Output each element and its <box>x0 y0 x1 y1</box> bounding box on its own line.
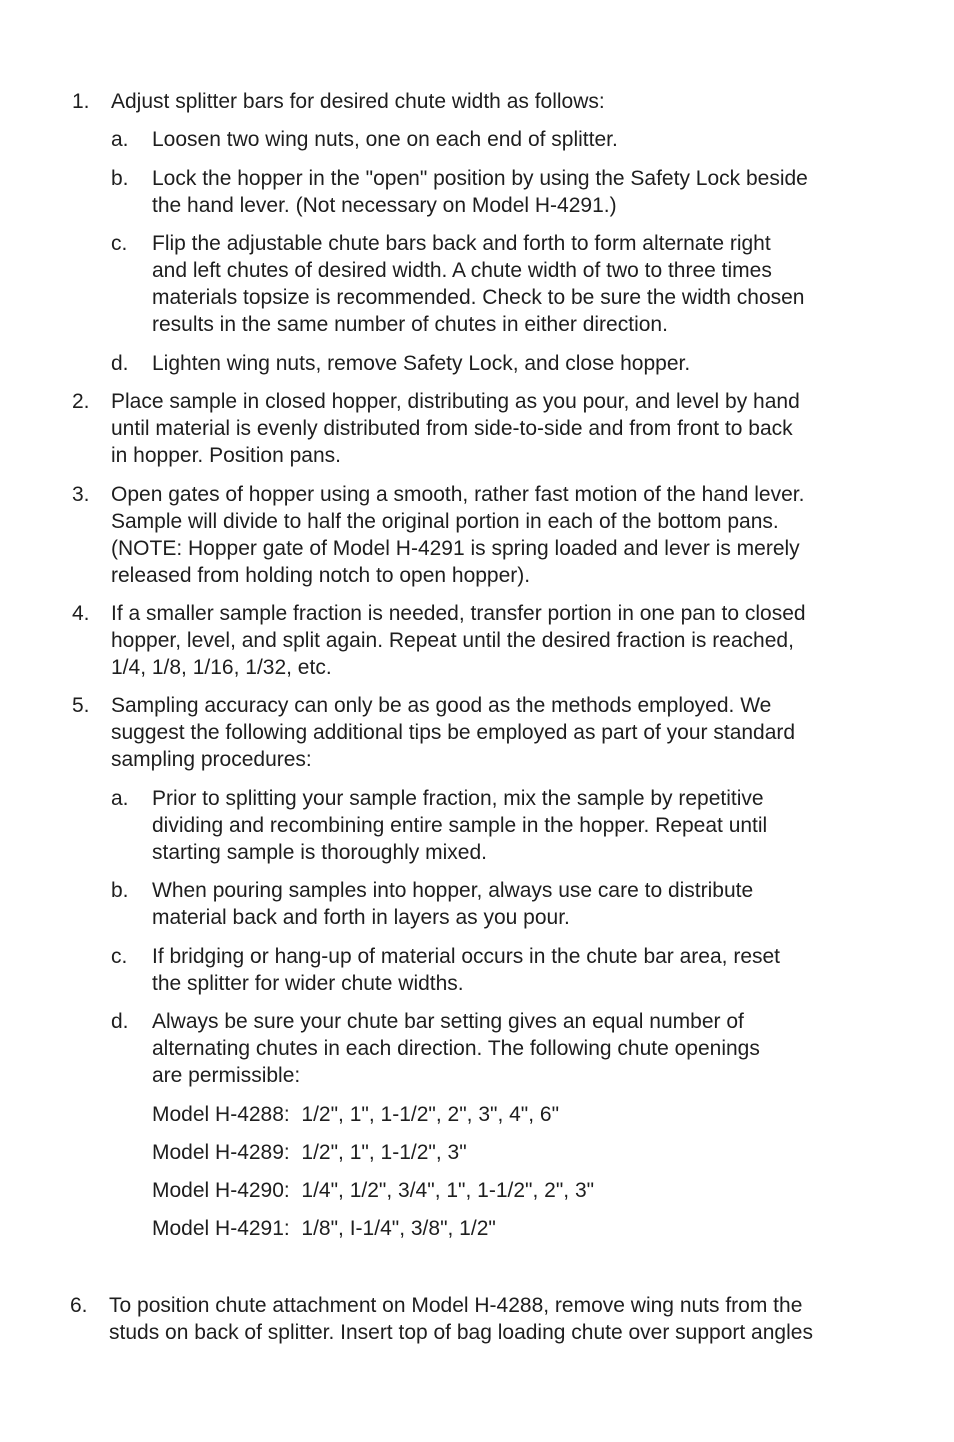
step-text <box>111 481 886 589</box>
substep-line: Loosen two wing nuts, one on each end of splitter. <box>152 128 618 151</box>
substep-line: Lighten wing nuts, remove Safety Lock, and close hopper. <box>152 352 691 375</box>
step-line: To position chute attachment on Model H-4288, remove wing nuts from the <box>109 1294 803 1317</box>
model-openings-h4290: Model H-4290: 1/4", 1/2", 3/4", 1", 1-1/2", 2", 3" <box>152 1179 595 1202</box>
substep-text <box>152 785 882 866</box>
step-line: studs on back of splitter. Insert top of bag loading chute over support angles <box>109 1321 813 1344</box>
step-line: Adjust splitter bars for desired chute width as follows: <box>111 90 605 113</box>
step-line: released from holding notch to open hopper). <box>111 564 531 587</box>
substep-line: Prior to splitting your sample fraction, mix the sample by repetitive <box>152 787 764 810</box>
step-line: 1/4, 1/8, 1/16, 1/32, etc. <box>111 656 332 679</box>
step-line: (NOTE: Hopper gate of Model H-4291 is spring loaded and lever is merely <box>111 537 800 560</box>
step-line: Sample will divide to half the original portion in each of the bottom pans. <box>111 510 779 533</box>
step-number: 3. <box>72 483 90 506</box>
substep-line: the splitter for wider chute widths. <box>152 972 464 995</box>
step-text <box>111 692 886 773</box>
substep-letter: c. <box>111 232 128 255</box>
substep-line: material back and forth in layers as you pour. <box>152 906 570 929</box>
substep-text <box>152 350 882 377</box>
step-line: Place sample in closed hopper, distributing as you pour, and level by hand <box>111 390 800 413</box>
substep-line: alternating chutes in each direction. The following chute openings <box>152 1037 760 1060</box>
model-openings-h4289: Model H-4289: 1/2", 1", 1-1/2", 3" <box>152 1141 467 1164</box>
substep-line: are permissible: <box>152 1064 301 1087</box>
substep-text <box>152 943 882 997</box>
substep-letter: b. <box>111 167 129 190</box>
step-line: Sampling accuracy can only be as good as the methods employed. We <box>111 694 772 717</box>
step-text <box>109 1292 899 1346</box>
substep-line: Lock the hopper in the "open" position by using the Safety Lock beside <box>152 167 808 190</box>
substep-letter: d. <box>111 1010 129 1033</box>
substep-line: materials topsize is recommended. Check to be sure the width chosen <box>152 286 805 309</box>
model-openings-h4291: Model H-4291: 1/8", I-1/4", 3/8", 1/2" <box>152 1217 496 1240</box>
step-text <box>111 88 886 115</box>
substep-text <box>152 230 882 338</box>
substep-letter: d. <box>111 352 129 375</box>
step-number: 6. <box>70 1294 88 1317</box>
step-number: 5. <box>72 694 90 717</box>
substep-line: and left chutes of desired width. A chute width of two to three times <box>152 259 772 282</box>
step-text <box>111 388 886 469</box>
step-line: hopper, level, and split again. Repeat until the desired fraction is reached, <box>111 629 794 652</box>
substep-line: When pouring samples into hopper, always use care to distribute <box>152 879 754 902</box>
substep-text <box>152 1008 882 1089</box>
step-line: If a smaller sample fraction is needed, transfer portion in one pan to closed <box>111 602 806 625</box>
substep-line: results in the same number of chutes in either direction. <box>152 313 668 336</box>
step-line: sampling procedures: <box>111 748 312 771</box>
substep-line: dividing and recombining entire sample in the hopper. Repeat until <box>152 814 768 837</box>
step-number: 4. <box>72 602 90 625</box>
substep-line: Always be sure your chute bar setting gives an equal number of <box>152 1010 744 1033</box>
step-number: 1. <box>72 90 90 113</box>
substep-letter: a. <box>111 787 129 810</box>
step-text <box>111 600 886 681</box>
substep-letter: a. <box>111 128 129 151</box>
step-line: until material is evenly distributed from side-to-side and from front to back <box>111 417 793 440</box>
substep-line: the hand lever. (Not necessary on Model H-4291.) <box>152 194 617 217</box>
substep-letter: c. <box>111 945 128 968</box>
step-line: Open gates of hopper using a smooth, rather fast motion of the hand lever. <box>111 483 805 506</box>
step-number: 2. <box>72 390 90 413</box>
substep-line: starting sample is thoroughly mixed. <box>152 841 487 864</box>
substep-line: If bridging or hang-up of material occurs in the chute bar area, reset <box>152 945 781 968</box>
substep-line: Flip the adjustable chute bars back and forth to form alternate right <box>152 232 771 255</box>
substep-text <box>152 165 882 219</box>
substep-letter: b. <box>111 879 129 902</box>
substep-text <box>152 877 882 931</box>
substep-text <box>152 126 882 153</box>
step-line: in hopper. Position pans. <box>111 444 341 467</box>
step-line: suggest the following additional tips be employed as part of your standard <box>111 721 796 744</box>
model-openings-h4288: Model H-4288: 1/2", 1", 1-1/2", 2", 3", 4", 6" <box>152 1103 560 1126</box>
